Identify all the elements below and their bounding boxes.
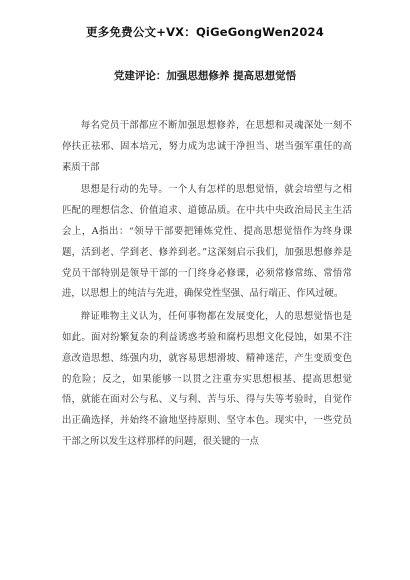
paragraph: 思想是行动的先导。一个人有怎样的思想觉悟，就会培塑与之相匹配的理想信念、价值追求、道德品质。在中共中央政治局民主生活会上，A指出：“领导干部要把锤炼党性、提高思想觉悟作为终身课题，活到老、学到老、修养到老。”这深刻启示我们，加强思想修养是党员干部特别是领导干部的一门终身必修课，必须常修常练、常悟常进，以思想上的纯洁与先进，确保党性坚强、品行端正、作风过硬。 <box>62 184 352 300</box>
article-title: 党建评论：加强思想修养 提高思想觉悟 <box>113 70 297 82</box>
promo-header: 更多免费公文+VX：QiGeGongWen2024 <box>86 25 324 39</box>
article-body <box>62 116 352 453</box>
paragraph: 辩证唯物主义认为，任何事物都在发展变化，人的思想觉悟也是如此。面对纷繁复杂的利益诱惑考验和腐朽思想文化侵蚀，如果不注意改造思想、练强内功，就容易思想滑坡、精神迷茫，产生变质变色的危险；反之，如果能够一以贯之注重夯实思想根基、提高思想觉悟，就能在面对公与私、义与利、苦与乐、得与失等考验时，自觉作出正确选择，并始终不渝地坚持原则、坚守本色。现实中，一些党员干部之所以发生这样那样的问题，很关键的一点 <box>62 311 352 447</box>
paragraph: 每名党员干部都应不断加强思想修养，在思想和灵魂深处一刻不停扶正祛邪、固本培元，努力成为忠诚干净担当、堪当强军重任的高素质干部 <box>62 120 352 173</box>
